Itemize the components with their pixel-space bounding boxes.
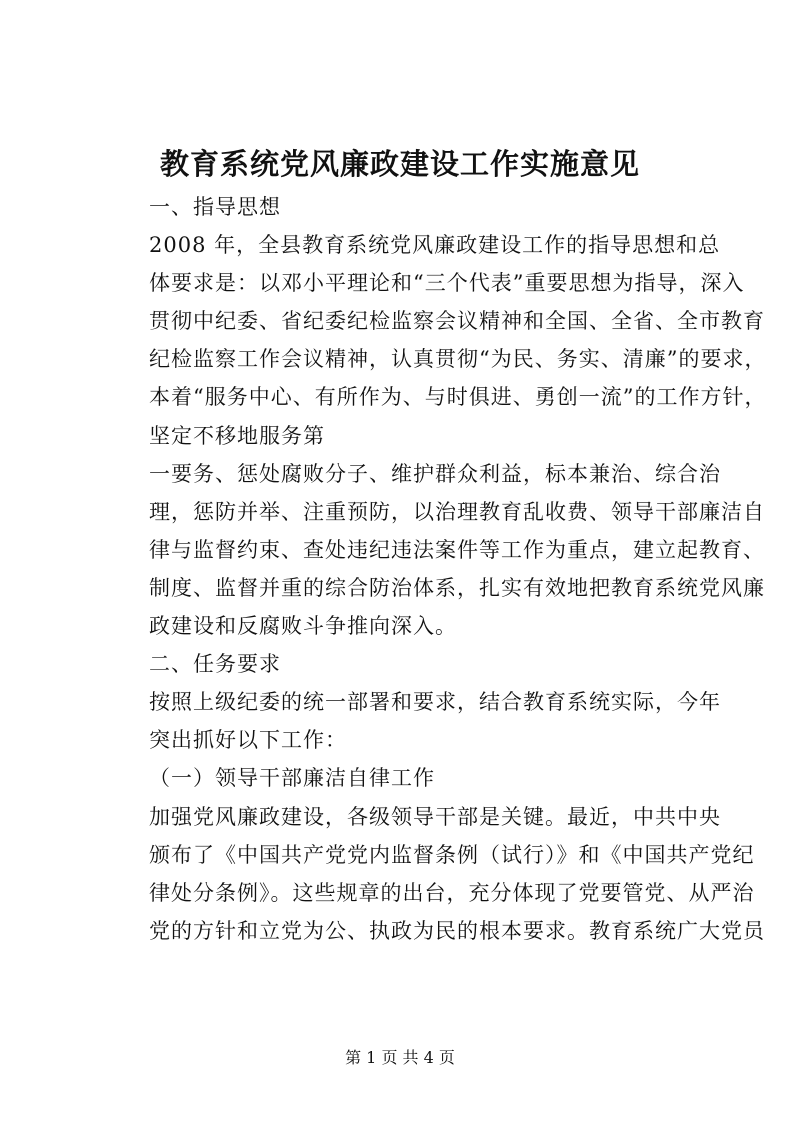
- paragraph-line: 党的方针和立党为公、执政为民的根本要求。教育系统广大党员: [149, 918, 765, 943]
- section-heading-task-requirements: 二、任务要求: [149, 652, 281, 677]
- paragraph-task-intro: [107, 683, 721, 759]
- paragraph-guiding-ideology: [107, 226, 767, 455]
- paragraph-line: 加强党风廉政建设，各级领导干部是关键。最近，中共中央: [149, 804, 721, 829]
- paragraph-line: 纪检监察工作会议精神，认真贯彻“为民、务实、清廉”的要求，: [149, 347, 767, 372]
- subsection-heading-leader-integrity: （一）领导干部廉洁自律工作: [149, 766, 435, 791]
- paragraph-line: 律处分条例》。这些规章的出台，充分体现了党要管党、从严治: [149, 880, 755, 905]
- paragraph-line: 按照上级纪委的统一部署和要求，结合教育系统实际，今年: [149, 690, 721, 715]
- paragraph-line: 理，惩防并举、注重预防，以治理教育乱收费、领导干部廉洁自: [149, 499, 765, 524]
- paragraph-leader-integrity: [107, 798, 765, 950]
- paragraph-line: 本着“服务中心、有所作为、与时俱进、勇创一流”的工作方针，: [149, 385, 767, 410]
- document-title: 教育系统党风廉政建设工作实施意见: [159, 147, 640, 181]
- paragraph-line: 贯彻中纪委、省纪委纪检监察会议精神和全国、全省、全市教育: [149, 309, 765, 334]
- page-footer: 第 1 页 共 4 页: [345, 1048, 455, 1067]
- paragraph-line: 坚定不移地服务第: [149, 423, 325, 448]
- paragraph-line: 2008 年，全县教育系统党风廉政建设工作的指导思想和总: [149, 233, 721, 258]
- paragraph-key-tasks: [107, 455, 765, 645]
- paragraph-line: 律与监督约束、查处违纪违法案件等工作为重点，建立起教育、: [149, 537, 765, 562]
- paragraph-line: 体要求是：以邓小平理论和“三个代表”重要思想为指导，深入: [149, 271, 745, 296]
- paragraph-line: 制度、监督并重的综合防治体系，扎实有效地把教育系统党风廉: [149, 575, 765, 600]
- paragraph-line: 一要务、惩处腐败分子、维护群众利益，标本兼治、综合治: [149, 461, 721, 486]
- document-body: [107, 188, 767, 950]
- paragraph-line: 颁布了《中国共产党党内监督条例（试行）》和《中国共产党纪: [149, 842, 755, 867]
- section-heading-guiding-ideology: 一、指导思想: [149, 195, 281, 219]
- paragraph-line: 政建设和反腐败斗争推向深入。: [149, 614, 457, 639]
- paragraph-line: 突出抓好以下工作：: [149, 728, 347, 753]
